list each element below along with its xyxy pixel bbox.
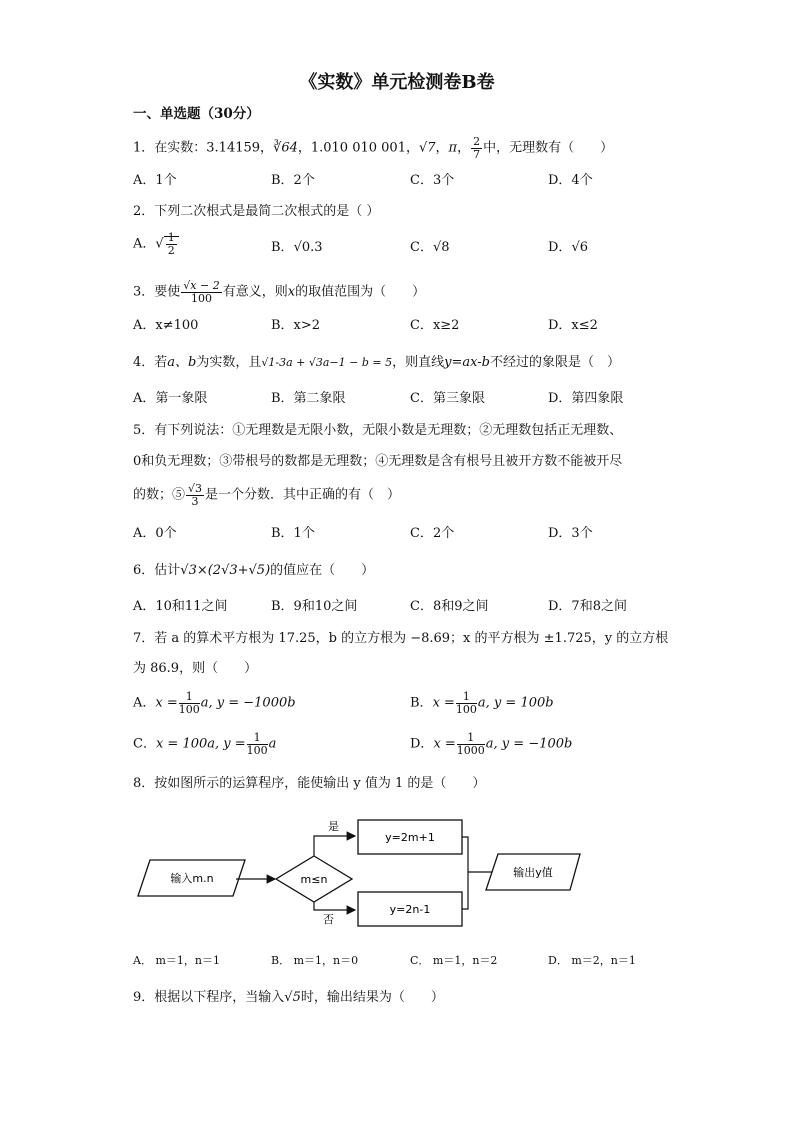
q7-d-fraction [457, 732, 485, 756]
q6-stem-b: 的值应在（ ） [270, 563, 375, 578]
q1-frac-num: 2 [473, 135, 481, 148]
q1-option-c: C．3个 [410, 173, 455, 188]
question-3 [133, 280, 425, 304]
q9-stem-b: 时，输出结果为（ ） [300, 990, 444, 1005]
q2-a-label: A． [133, 236, 156, 252]
q5-fraction [186, 483, 204, 507]
q7-a-label: A． [133, 695, 156, 711]
q9-rad: √5 [284, 990, 301, 1005]
flow-arrow-yes [314, 836, 355, 856]
q1-option-d: D．4个 [548, 173, 593, 188]
q7-b-num: 1 [456, 691, 477, 704]
q1-option-a: A．1个 [133, 173, 177, 188]
question-5-line-2: 0和负无理数；③带根号的数都是无理数；④无理数是含有根号且被开方数不能被开尽 [133, 454, 623, 469]
question-4 [133, 355, 620, 371]
q1-fraction [471, 136, 482, 160]
flow-no-label: 否 [323, 913, 334, 926]
question-5-line-3 [133, 483, 400, 507]
q3-stem-a: 3．要使 [133, 284, 181, 300]
q7-option-b [410, 691, 554, 715]
q3-option-c: C．x≥2 [410, 318, 460, 333]
question-7-line-2: 为 86.9，则（ ） [133, 661, 258, 676]
q5-option-d: D．3个 [548, 526, 593, 541]
q1-stem-a: 1．在实数：3.14159， [133, 140, 274, 156]
q6-option-a: A．10和11之间 [133, 599, 228, 614]
q7-option-c [133, 732, 276, 756]
q7-b-pre: x = [432, 695, 455, 711]
q1-sep: ， [435, 140, 449, 156]
section-heading: 一、单选题（30分） [133, 106, 260, 122]
flow-merge-line [462, 837, 468, 909]
question-1 [133, 136, 613, 160]
question-5-line-1: 5．有下列说法：①无理数是无限小数，无限小数是无理数；②无理数包括正无理数、 [133, 423, 623, 438]
q1-sep2: ， [457, 140, 471, 156]
q2-d-rad: 6 [579, 240, 589, 255]
q8-option-b: B． m＝1，n＝0 [271, 954, 359, 967]
q8-option-a: A． m＝1，n＝1 [133, 954, 220, 967]
q1-stem-c: 中，无理数有（ ） [483, 140, 614, 156]
q7-b-post: a, y = 100b [477, 695, 554, 711]
q4-line: y=ax-b [444, 355, 490, 370]
q6-stem-a: 6．估计 [133, 563, 181, 578]
q2-a-fraction [166, 232, 177, 256]
q4-stem-a: 4．若 [133, 355, 168, 370]
q3-num: √x − 2 [183, 279, 220, 292]
q7-b-fraction [456, 691, 477, 715]
q3-option-a: A．x≠100 [133, 318, 199, 333]
q4-option-c: C．第三象限 [410, 391, 485, 406]
q2-option-b: B．√0.3 [271, 240, 323, 255]
q5-frac-den: 3 [191, 494, 199, 508]
q5-frac-num: √3 [188, 482, 203, 495]
q2-a-den: 2 [167, 243, 175, 257]
flow-bottom-label: y=2n-1 [389, 903, 431, 916]
q3-var: x [287, 284, 296, 300]
q7-a-num: 1 [179, 691, 200, 704]
q5-line3-b: 是一个分数．其中正确的有（ ） [205, 487, 401, 503]
q7-a-post: a, y = −1000b [200, 695, 296, 711]
q4-stem-b: 为实数，且 [196, 355, 262, 370]
q7-d-den: 1000 [456, 743, 485, 757]
q7-b-den: 100 [455, 702, 477, 716]
question-6 [133, 563, 374, 579]
q4-vars: a、b [167, 355, 197, 370]
q4-stem-c: ，则直线 [392, 355, 445, 370]
q5-option-c: C．2个 [410, 526, 455, 541]
q7-c-post: a [268, 736, 277, 752]
q1-frac-den: 7 [473, 147, 481, 161]
q1-option-b: B．2个 [271, 173, 315, 188]
q3-den: 100 [190, 291, 212, 305]
q3-stem-b: 有意义，则 [222, 284, 288, 300]
q2-option-c: C．√8 [410, 240, 450, 255]
q7-a-pre: x = [155, 695, 178, 711]
flow-condition-label: m≤n [300, 873, 328, 886]
q7-d-label: D． [410, 736, 434, 752]
q7-b-label: B． [410, 695, 433, 711]
q7-d-post: a, y = −100b [485, 736, 573, 752]
q6-option-d: D．7和8之间 [548, 599, 627, 614]
q8-option-c: C． m＝1，n＝2 [410, 954, 498, 967]
q7-a-fraction [179, 691, 200, 715]
q7-c-fraction [247, 732, 268, 756]
q2-b-rad: 0.3 [301, 240, 323, 255]
q2-option-a [133, 232, 179, 256]
flowchart [130, 810, 590, 930]
q2-c-label: C． [410, 240, 433, 255]
q7-c-num: 1 [247, 732, 268, 745]
q1-cbrt: ∛64 [273, 140, 298, 156]
q2-a-num: 1 [167, 231, 175, 244]
q4-expr: √1-3a + √3a−1 − b = 5 [261, 356, 393, 369]
q2-option-d: D．√6 [548, 240, 589, 255]
q7-d-num: 1 [457, 732, 485, 745]
flow-top-label: y=2m+1 [385, 831, 435, 844]
q1-sqrt7: √7 [418, 140, 436, 156]
q4-option-a: A．第一象限 [133, 391, 208, 406]
q9-stem-a: 9．根据以下程序，当输入 [133, 990, 285, 1005]
flow-input-label: 输入m.n [170, 872, 214, 885]
q7-c-pre: x = 100a, y = [155, 736, 246, 752]
q7-a-den: 100 [178, 702, 200, 716]
flow-arrow-no [314, 902, 355, 910]
q6-option-c: C．8和9之间 [410, 599, 489, 614]
q6-option-b: B．9和10之间 [271, 599, 358, 614]
q5-line3-a: 的数；⑤ [133, 487, 186, 503]
q3-stem-c: 的取值范围为（ ） [295, 284, 426, 300]
q2-d-label: D． [548, 240, 572, 255]
q6-expr: √3×(2√3+√5) [180, 563, 271, 578]
q7-option-d [410, 732, 572, 756]
flow-yes-label: 是 [328, 820, 339, 833]
q4-stem-d: 不经过的象限是（ ） [489, 355, 620, 370]
q2-c-rad: 8 [441, 240, 450, 255]
q4-option-d: D．第四象限 [548, 391, 624, 406]
page-title: 《实数》单元检测卷B卷 [299, 72, 495, 93]
q5-option-b: B．1个 [271, 526, 315, 541]
q3-option-b: B．x>2 [271, 318, 321, 333]
q2-a-sqrt: √ $\frac{1}{2}$ [155, 236, 178, 252]
flow-output-label: 输出y值 [513, 866, 553, 879]
q4-option-b: B．第二象限 [271, 391, 346, 406]
question-8: 8．按如图所示的运算程序，能使输出 y 值为 1 的是（ ） [133, 776, 486, 791]
q7-c-den: 100 [246, 743, 268, 757]
q3-option-d: D．x≤2 [548, 318, 598, 333]
question-7-line-1: 7．若 a 的算术平方根为 17.25，b 的立方根为 −8.69；x 的平方根为 ±1.725，y 的立方根 [133, 631, 669, 646]
question-2: 2．下列二次根式是最简二次根式的是（ ） [133, 204, 380, 219]
q7-option-a [133, 691, 296, 715]
q7-d-pre: x = [433, 736, 456, 752]
q3-fraction [181, 280, 221, 304]
q1-pi: π [448, 140, 458, 156]
question-9 [133, 990, 444, 1006]
q5-option-a: A．0个 [133, 526, 177, 541]
q8-option-d: D． m＝2，n＝1 [548, 954, 636, 967]
q1-stem-b: ，1.010 010 001， [297, 140, 419, 156]
q7-c-label: C． [133, 736, 156, 752]
q2-b-label: B． [271, 240, 294, 255]
